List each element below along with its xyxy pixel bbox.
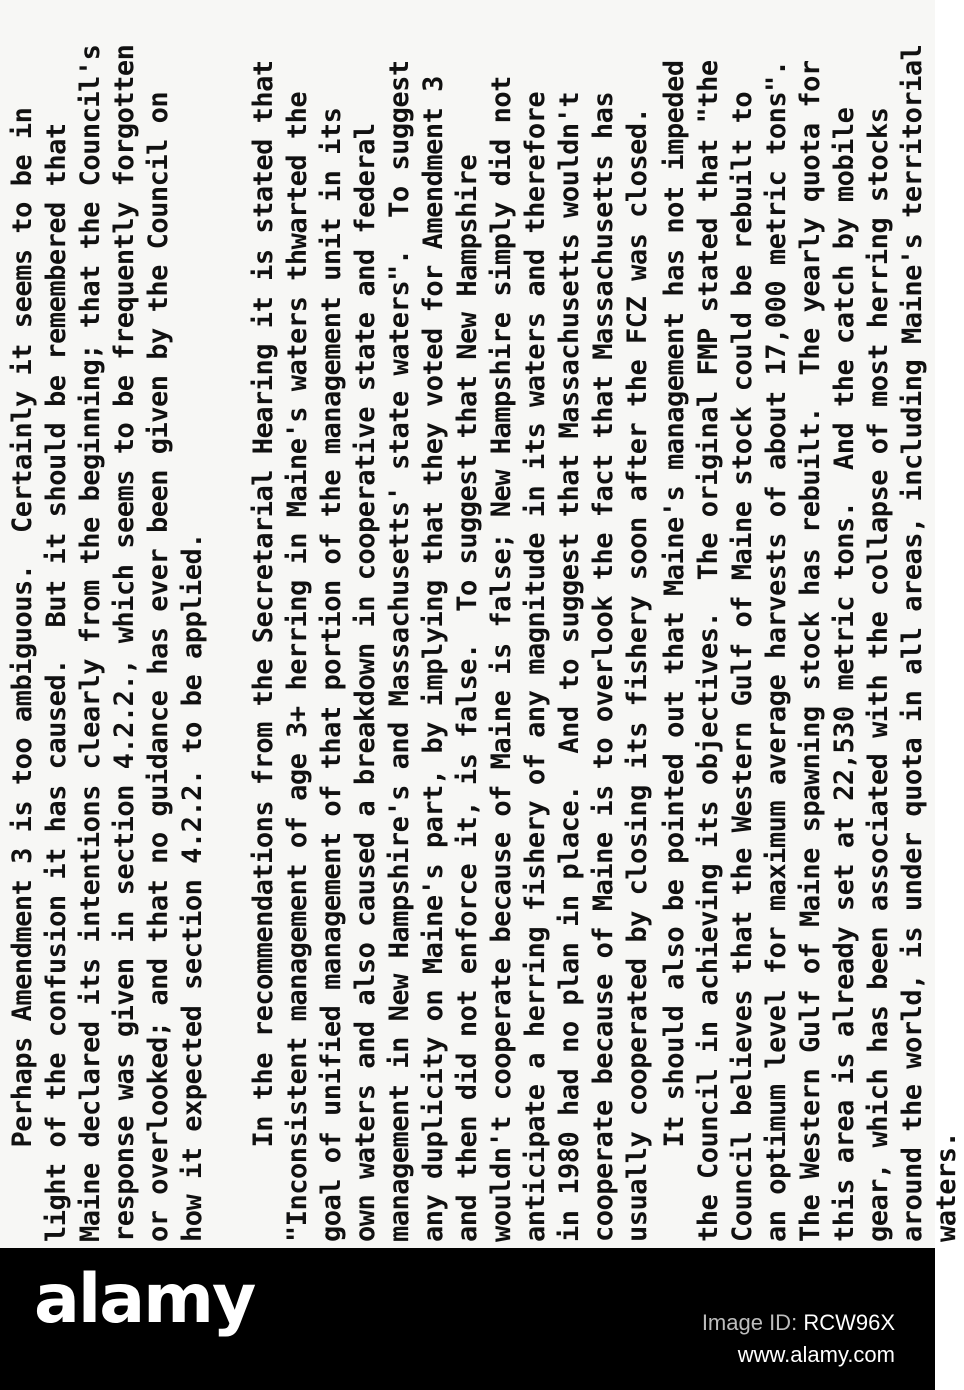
text-line: own waters and also caused a breakdown in cooperative state and federal	[350, 123, 381, 1242]
text-line: response was given in section 4.2.2., which seems to be frequently forgotten	[109, 44, 140, 1242]
text-line: The Western Gulf of Maine spawning stock has rebuilt. The yearly quota for	[795, 60, 826, 1242]
text-line: "Inconsistent management of age 3+ herring in Maine's waters thwarted the	[282, 91, 313, 1242]
text-line: It should also be pointed out that Maine's management has not impeded	[659, 60, 690, 1242]
text-line: usually cooperated by closing its fishery soon after the FCZ was closed.	[622, 107, 653, 1242]
text-line: this area is already set at 22,530 metric tons. And the catch by mobile	[829, 107, 860, 1242]
text-line: around the world, is under quota in all areas, including Maine's territorial	[897, 44, 928, 1242]
text-line: how it expected section 4.2.2. to be applied.	[177, 533, 208, 1242]
text-line: Council believes that the Western Gulf of Maine stock could be rebuilt to	[727, 91, 758, 1242]
image-id-value: RCW96X	[803, 1310, 895, 1335]
text-line: Maine declared its intentions clearly from the beginning; that the Council's	[75, 44, 106, 1242]
text-line: gear, which has been associated with the collapse of most herring stocks	[863, 107, 894, 1242]
text-line: waters.	[931, 1131, 962, 1242]
brand-name: alamy	[34, 1260, 255, 1339]
text-line: and then did not enforce it, is false. To suggest that New Hampshire	[452, 154, 483, 1242]
image-id	[702, 1310, 895, 1336]
paragraph-maine-management	[658, 45, 964, 1242]
text-line: cooperate because of Maine is to overlook the fact that Massachusetts has	[588, 91, 619, 1242]
text-line: light of the confusion it has caused. But it should be remembered that	[41, 123, 72, 1242]
text-line: the Council in achieving its objectives. The original FMP stated that "the	[693, 60, 724, 1242]
text-line: goal of unified management of that portion of the management unit in its	[316, 107, 347, 1242]
site-url[interactable]: www.alamy.com	[737, 1342, 895, 1367]
rotated-text-block	[6, 12, 962, 1242]
text-line: or overlooked; and that no guidance has ever been given by the Council on	[143, 91, 174, 1242]
text-line: any duplicity on Maine's part, by implying that they voted for Amendment 3	[418, 76, 449, 1242]
paragraph-secretarial-hearing	[247, 60, 655, 1242]
text-line: In the recommendations from the Secretarial Hearing it is stated that	[248, 60, 279, 1242]
image-id-label: Image ID:	[701, 1310, 798, 1335]
paragraph-amendment-3	[6, 45, 210, 1242]
text-line: management in New Hampshire's and Massachusetts' state waters". To suggest	[384, 60, 415, 1242]
text-line: an optimum level for maximum average harvests of about 17,000 metric tons".	[761, 60, 792, 1242]
text-line: wouldn't cooperate because of Maine is false; New Hampshire simply did not	[486, 76, 517, 1242]
text-line: Perhaps Amendment 3 is too ambiguous. Certainly it seems to be in	[7, 107, 38, 1242]
stock-photo-footer	[0, 1248, 935, 1390]
brand-logo[interactable]	[34, 1260, 255, 1339]
text-line: in 1980 had no plan in place. And to suggest that Massachusetts wouldn't	[554, 91, 585, 1242]
text-line: anticipate a herring fishery of any magnitude in its waters and therefore	[520, 91, 551, 1242]
